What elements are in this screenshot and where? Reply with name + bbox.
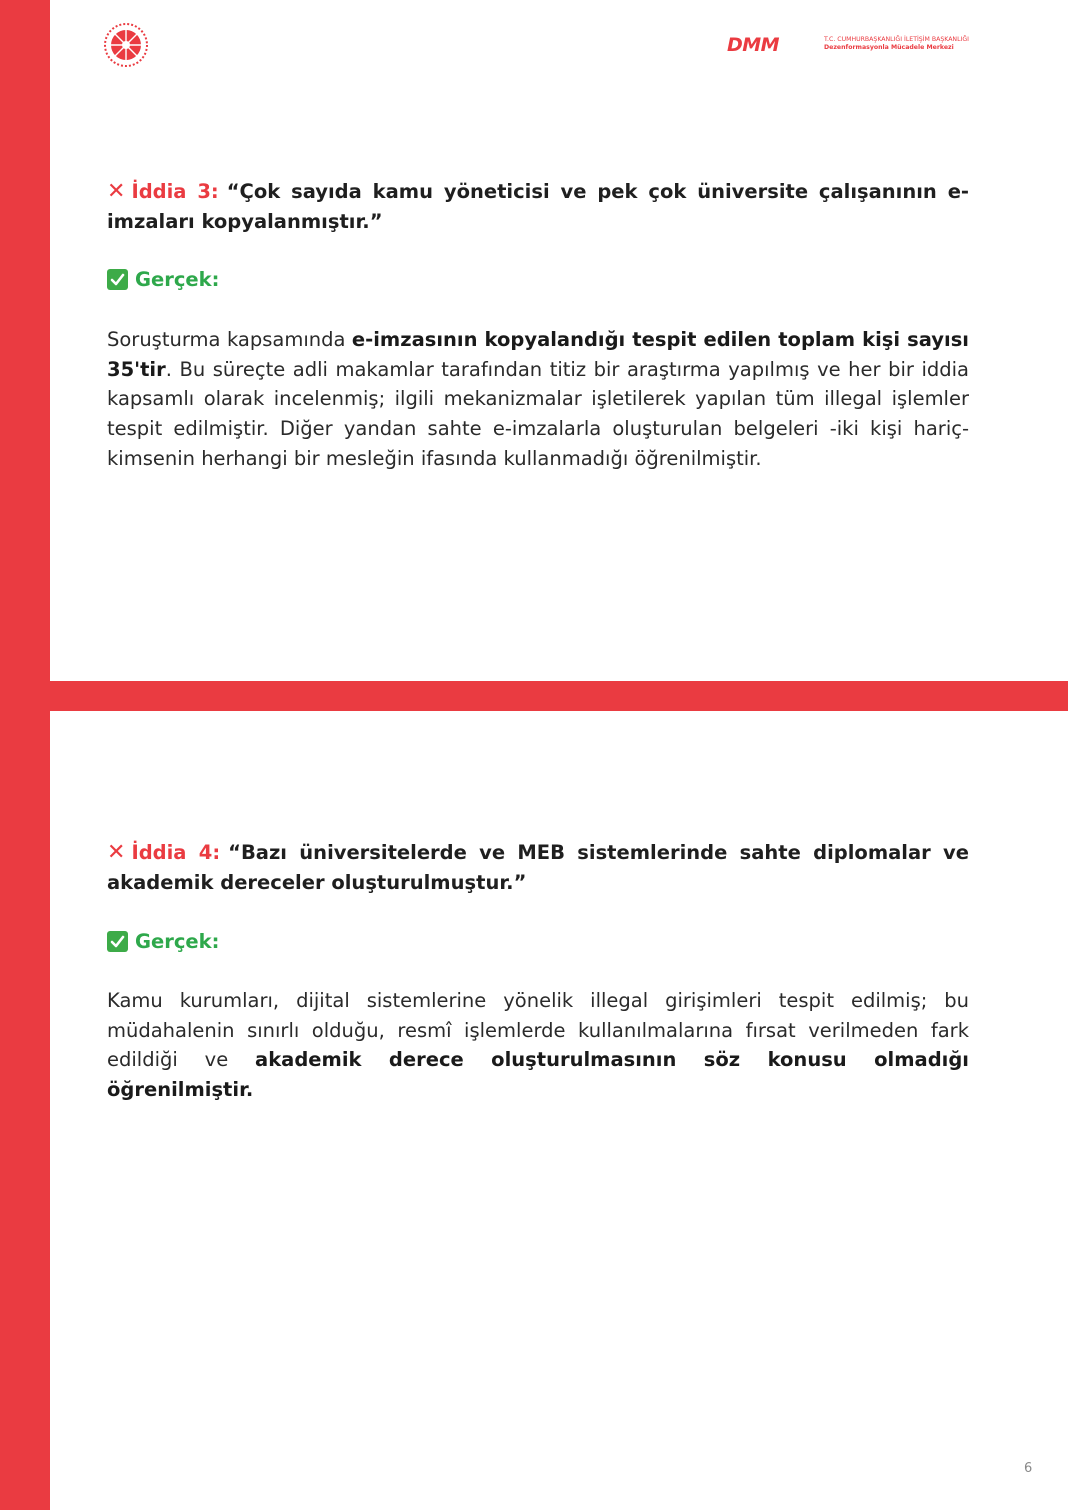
section-divider-bar (50, 681, 1068, 711)
check-mark-icon (107, 269, 128, 290)
claim-3-para-post: . Bu süreçte adli makamlar tarafından titiz bir araştırma yapılmış ve her bir iddia kapsamlı olarak incelenmiş; ilgili mekanizmalar işletilerek yapılan tüm illegal işlemler tespit edilmiştir. Diğer yandan sahte e-imzalarla oluşturulan belgeleri -iki kişi hariç- kimsenin herhangi bir mesleğin ifasında kullanmadığı öğrenilmiştir. (107, 357, 969, 470)
claim-3-label: İddia 3: (131, 180, 219, 203)
cross-mark-icon: ✕ (107, 840, 126, 865)
dmm-logo-subtitle (824, 36, 969, 51)
claim-3-heading (107, 177, 969, 237)
dmm-logo-line2: Dezenformasyonla Mücadele Merkezi (824, 43, 954, 51)
claim-3-text: “Çok sayıda kamu yöneticisi ve pek çok üniversite çalışanının e-imzaları kopyalanmıştır.” (107, 180, 970, 233)
dmm-logo-line1: T.C. CUMHURBAŞKANLIĞI İLETİŞİM BAŞKANLIĞI (824, 36, 969, 43)
dmm-logo (727, 36, 972, 58)
claim-4-fact-heading (107, 930, 969, 953)
claim-4-text: “Bazı üniversitelerde ve MEB sistemlerinde sahte diplomalar ve akademik dereceler oluşturulmuştur.” (107, 841, 969, 894)
claim-3-fact-label: Gerçek: (135, 268, 220, 291)
claim-4-para-pre: Kamu kurumları, dijital sistemlerine yönelik illegal girişimleri tespit edilmiş; bu müdahalenin sınırlı olduğu, resmî işlemlerde kullanılmalarına fırsat verilmeden fark edildiği ve (107, 989, 969, 1072)
cross-mark-icon: ✕ (107, 179, 126, 204)
claim-4-section (107, 838, 969, 898)
check-mark-icon (107, 931, 128, 952)
left-accent-bar (0, 0, 50, 1510)
claim-3-section (107, 177, 969, 237)
claim-3-fact-heading (107, 268, 969, 291)
page-number: 6 (1024, 1461, 1033, 1476)
dmm-logo-letters: DMM (727, 34, 780, 56)
claim-3-para-bold: e-imzasının kopyalandığı tespit edilen toplam kişi sayısı 35'tir (107, 328, 969, 381)
claim-4-heading (107, 838, 969, 898)
claim-3-fact-paragraph (107, 325, 969, 474)
claim-3-para-pre: Soruşturma kapsamında (107, 328, 352, 351)
claim-4-para-bold: akademik derece oluşturulmasının söz konusu olmadığı öğrenilmiştir. (107, 1048, 969, 1102)
claim-4-label: İddia 4: (131, 841, 221, 864)
claim-4-fact-paragraph (107, 986, 969, 1105)
claim-4-fact-label: Gerçek: (135, 930, 220, 953)
communications-emblem-logo (103, 22, 149, 68)
